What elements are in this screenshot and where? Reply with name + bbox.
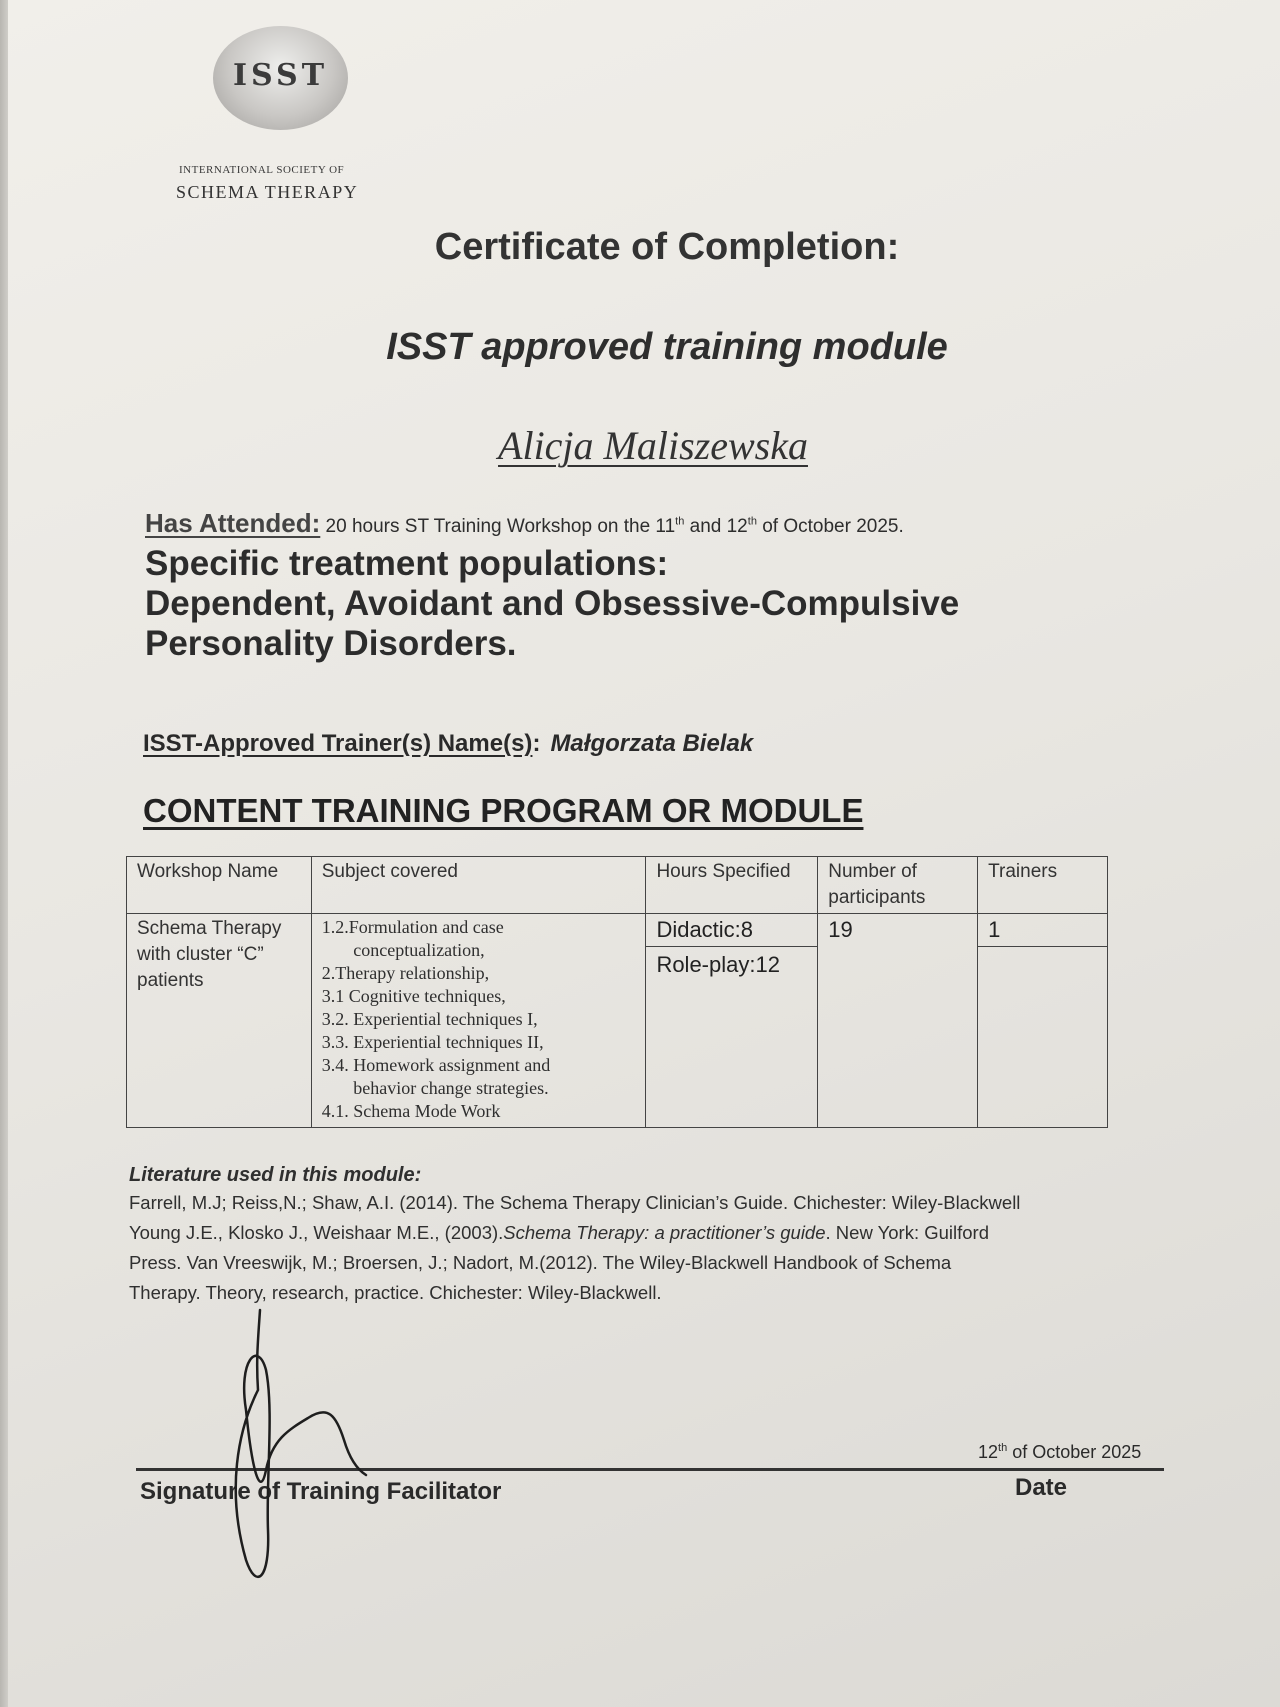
literature-line-3: Press. Van Vreeswijk, M.; Broersen, J.; Nadort, M.(2012). The Wiley-Blackwell Handbook of Schema bbox=[129, 1252, 952, 1273]
trainer-label: ISST-Approved Trainer(s) Name(s) bbox=[143, 730, 533, 757]
topic-line-2: Dependent, Avoidant and Obsessive-Compulsive bbox=[145, 584, 960, 623]
trainers-count: 1 bbox=[978, 914, 1107, 947]
logo-subtitle-line1: INTERNATIONAL SOCIETY OF bbox=[179, 164, 345, 176]
attendance-ordinal-1: th bbox=[675, 515, 685, 528]
cell-subjects-covered: 1.2.Formulation and case conceptualization, 2.Therapy relationship, 3.1 Cognitive techniques, 3.2. Experiential techniques I, 3.3. Experiential techniques II, 3.4. Homework assignment and behavior change strategies. 4.1. Schema Mode Work bbox=[311, 914, 646, 1128]
header-number-of-participants: Number of participants bbox=[818, 857, 978, 914]
date-ordinal: th bbox=[998, 1442, 1008, 1454]
date-rest: of October 2025 bbox=[1007, 1442, 1142, 1462]
handwritten-signature bbox=[208, 1300, 408, 1590]
logo-mark: ISST bbox=[232, 58, 329, 93]
signature-label: Signature of Training Facilitator bbox=[140, 1478, 502, 1505]
literature-line-2-end: . New York: Guilford bbox=[825, 1222, 990, 1243]
certificate-subtitle: ISST approved training module bbox=[386, 326, 948, 368]
cell-participants bbox=[818, 914, 978, 1128]
literature-section bbox=[129, 1160, 1129, 1308]
signature-stroke bbox=[236, 1310, 366, 1577]
attendance-text-2: and 12 bbox=[684, 516, 748, 537]
header-workshop-name: Workshop Name bbox=[127, 857, 312, 914]
literature-line-2 bbox=[129, 1218, 1129, 1248]
page-edge bbox=[0, 0, 8, 1707]
literature-heading: Literature used in this module: bbox=[129, 1164, 422, 1186]
trainer-line bbox=[143, 730, 753, 758]
cell-hours bbox=[646, 914, 818, 1128]
header-subject-covered: Subject covered bbox=[311, 857, 646, 914]
section-heading: CONTENT TRAINING PROGRAM OR MODULE bbox=[143, 792, 864, 829]
certificate-page bbox=[8, 0, 1280, 1707]
date-label: Date bbox=[1015, 1474, 1068, 1501]
literature-line-4: Therapy. Theory, research, practice. Chichester: Wiley-Blackwell. bbox=[129, 1282, 662, 1303]
literature-line-2-italic: Schema Therapy: a practitioner’s guide bbox=[503, 1222, 826, 1243]
literature-line-2-plain: Young J.E., Klosko J., Weishaar M.E., (2003). bbox=[129, 1222, 504, 1243]
table-header-row bbox=[127, 857, 1108, 914]
header-hours-specified: Hours Specified bbox=[646, 857, 818, 914]
recipient-name: Alicja Maliszewska bbox=[498, 423, 808, 468]
attendance-ordinal-2: th bbox=[747, 515, 757, 528]
cell-workshop-name: Schema Therapy with cluster “C” patients bbox=[127, 914, 312, 1128]
logo-subtitle-line2: SCHEMA THERAPY bbox=[176, 182, 359, 202]
program-table bbox=[126, 856, 1108, 1128]
attendance-text-1: 20 hours ST Training Workshop on the 11 bbox=[320, 516, 676, 537]
recipient-name-wrapper bbox=[8, 422, 1280, 469]
workshop-topic bbox=[145, 544, 959, 664]
topic-line-3: Personality Disorders. bbox=[145, 624, 517, 663]
trainer-name: Małgorzata Bielak bbox=[550, 730, 754, 757]
topic-line-1: Specific treatment populations: bbox=[145, 544, 669, 583]
attendance-text-3: of October 2025. bbox=[756, 516, 904, 537]
table-row bbox=[127, 914, 1108, 1128]
attendance-label: Has Attended: bbox=[145, 508, 321, 538]
trainer-colon: : bbox=[532, 730, 541, 757]
attendance-line bbox=[145, 508, 904, 539]
cell-trainers bbox=[978, 914, 1108, 1128]
date-value bbox=[978, 1442, 1141, 1463]
literature-line-1: Farrell, M.J; Reiss,N.; Shaw, A.I. (2014). The Schema Therapy Clinician’s Guide. Chichester: Wiley-Blackwell bbox=[129, 1192, 1021, 1213]
certificate-title: Certificate of Completion: bbox=[434, 226, 900, 268]
header-trainers: Trainers bbox=[978, 857, 1108, 914]
participants-count: 19 bbox=[828, 917, 853, 942]
hours-didactic: Didactic:8 bbox=[656, 917, 754, 942]
date-day: 12 bbox=[978, 1442, 999, 1462]
hours-roleplay: Role-play:12 bbox=[646, 946, 817, 981]
